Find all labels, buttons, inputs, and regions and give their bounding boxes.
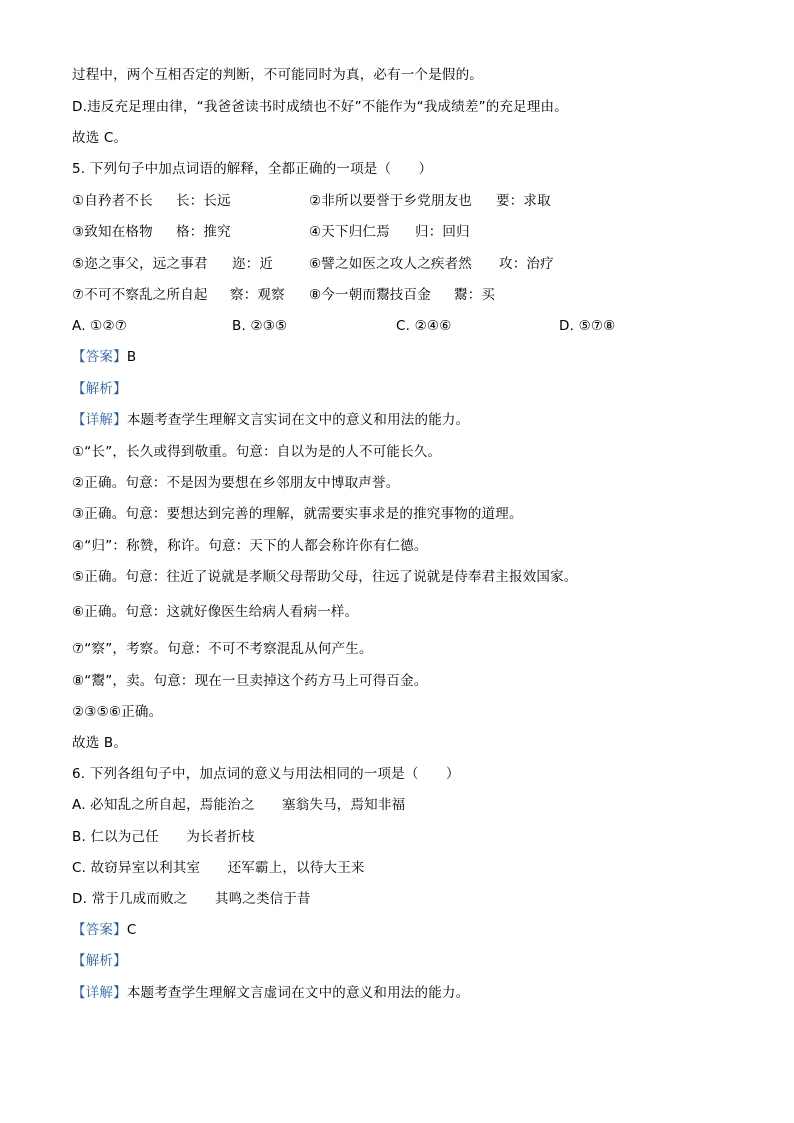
q5-item-7: ⑦不可不察乱之所自起	[72, 287, 208, 303]
q5-explanation-4: ④“归”：称赞，称许。句意：天下的人都会称许你有仁德。	[72, 538, 428, 554]
q5-gloss-7: 察：观察	[230, 287, 285, 303]
q5-explanation-6: ⑥正确。句意：这就好像医生给病人看病一样。	[72, 604, 359, 620]
q5-explanation-2: ②正确。句意：不是因为要想在乡邻朋友中博取声誉。	[72, 475, 400, 491]
q5-item-1: ①自矜者不长	[72, 193, 153, 209]
q5-option-b: B. ②③⑤	[232, 318, 288, 334]
q5-option-a: A. ①②⑦	[72, 318, 128, 334]
q6-answer	[72, 921, 136, 939]
q5-item-row-3	[72, 255, 722, 273]
q5-options	[72, 317, 722, 335]
intro-conclusion: 故选 C。	[72, 130, 128, 146]
q6-detail	[72, 984, 469, 1002]
q5-answer-value: B	[126, 349, 137, 365]
q5-item-row-1	[72, 192, 722, 210]
q5-explanation-3: ③正确。句意：要想达到完善的理解，就需要实事求是的推究事物的道理。	[72, 506, 523, 522]
q6-detail-text: 本题考查学生理解文言虚词在文中的意义和用法的能力。	[126, 985, 470, 1001]
q5-conclusion: 故选 B。	[72, 735, 128, 751]
q5-item-8: ⑧今一朝而鬻技百金	[309, 287, 431, 303]
q5-item-2: ②非所以要誉于乡党朋友也	[309, 193, 473, 209]
q5-option-c: C. ②④⑥	[396, 318, 452, 334]
intro-line-2: D.违反充足理由律，“我爸爸读书时成绩也不好”不能作为“我成绩差”的充足理由。	[72, 99, 568, 115]
q5-detail-tag: 【详解】	[72, 412, 127, 428]
intro-line-1: 过程中，两个互相否定的判断，不可能同时为真，必有一个是假的。	[72, 67, 483, 83]
q6-detail-tag: 【详解】	[72, 985, 127, 1001]
q5-explanation-1: ①“长”，长久或得到敬重。句意：自以为是的人不可能长久。	[72, 444, 442, 460]
q5-gloss-8: 鬻：买	[454, 287, 496, 303]
q6-analysis-tag: 【解析】	[72, 953, 127, 969]
q5-explanation-8: ⑧“鬻”，卖。句意：现在一旦卖掉这个药方马上可得百金。	[72, 673, 428, 689]
q5-item-row-2	[72, 223, 722, 241]
q5-item-row-4	[72, 286, 722, 304]
q5-gloss-3: 格：推究	[176, 224, 231, 240]
q5-gloss-2: 要：求取	[496, 193, 551, 209]
q5-stem: 5. 下列句子中加点词语的解释，全都正确的一项是（ ）	[72, 161, 433, 177]
q5-answer-tag: 【答案】	[72, 349, 127, 365]
q5-detail	[72, 411, 469, 429]
q6-option-d: D. 常于几成而败之 其鸣之类信于昔	[72, 891, 311, 907]
q6-option-a: A. 必知乱之所自起，焉能治之 塞翁失马，焉知非福	[72, 797, 406, 813]
q5-item-3: ③致知在格物	[72, 224, 153, 240]
q5-gloss-5: 迩：近	[232, 256, 274, 272]
q5-analysis-tag: 【解析】	[72, 381, 127, 397]
q6-answer-value: C	[126, 922, 137, 938]
q6-stem: 6. 下列各组句子中，加点词的意义与用法相同的一项是（ ）	[72, 766, 460, 782]
q5-detail-text: 本题考查学生理解文言实词在文中的意义和用法的能力。	[126, 412, 470, 428]
q5-gloss-6: 攻：治疗	[499, 256, 554, 272]
q5-gloss-1: 长：长远	[176, 193, 231, 209]
q5-explanation-5: ⑤正确。句意：往近了说就是孝顺父母帮助父母，往远了说就是侍奉君主报效国家。	[72, 569, 578, 585]
q6-option-c: C. 故窃异室以利其室 还军霸上，以待大王来	[72, 860, 365, 876]
q5-gloss-4: 归：回归	[415, 224, 470, 240]
q5-option-d: D. ⑤⑦⑧	[559, 318, 616, 334]
q5-explanation-7: ⑦“察”，考察。句意：不可不考察混乱从何产生。	[72, 641, 373, 657]
q5-correct-items: ②③⑤⑥正确。	[72, 704, 163, 720]
q5-answer	[72, 348, 136, 366]
q5-item-5: ⑤迩之事父，远之事君	[72, 256, 208, 272]
q5-item-6: ⑥譬之如医之攻人之疾者然	[309, 256, 473, 272]
q6-option-b: B. 仁以为己任 为长者折枝	[72, 829, 255, 845]
q5-item-4: ④天下归仁焉	[309, 224, 390, 240]
q6-answer-tag: 【答案】	[72, 922, 127, 938]
